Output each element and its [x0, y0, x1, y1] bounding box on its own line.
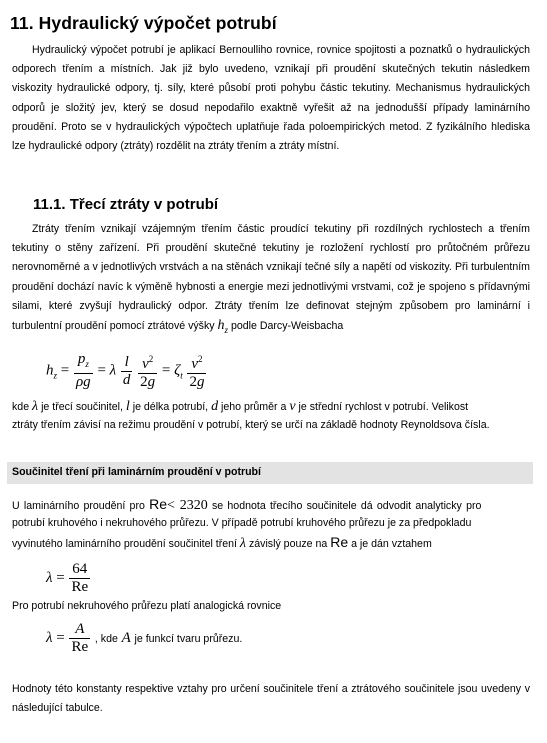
friction-text: Ztráty třením vznikají vzájemným třením částic proudící tekutiny při rozdílných rychlostech a třením tekutiny o stěny zařízení. Při proudění skutečné tekutiny je rozložení rychlostí pro průtočném průřezu nerovnoměrné a v jednotlivých vrstvách a na stěnách vznikají tečné síly a napětí od viskozity. Při turbulentním proudění dochází navíc k výměně hybnosti a energie mezi jednotlivými vrstvami, což je spojeno s přídavnými silami, které zvyšují hydraulický odpor. Ztráty třením lze definovat stejným způsobem pro laminární i turbulentní proudění pomocí ztrátové výšky — [12, 223, 530, 333]
symbols-line: kde λ je třecí součinitel, l je délka potrubí, d jeho průměr a v je střední rychlost v potrubí. Velikost — [12, 399, 469, 414]
laminar-line-1: U laminárního proudění pro Re< 2320 se hodnota třecího součinitele dá odvodit analyticky pro — [12, 496, 482, 513]
reynolds-line: ztráty třením závisí na režimu proudění v potrubí, který se určí na základě hodnoty Reynoldsova čísla. — [12, 419, 490, 431]
lambda-symbol: λ — [32, 399, 39, 414]
laminar-section-band — [7, 462, 533, 484]
d-symbol: d — [211, 399, 219, 414]
laminar-line-3: vyvinutého laminárního proudění součinitel tření λ závislý pouze na Re a je dán vztahem — [12, 534, 432, 551]
intro-text: Hydraulický výpočet potrubí je aplikací Bernoulliho rovnice, rovnice spojitosti a poznatků o hydraulických odporech třením a místních. Jak již bylo uvedeno, vznikají při proudění skutečných tekutin následkem viskozity hydraulické odpory, tj. síly, které působí proti pohybu částic tekutiny. Mechanismus hydraulických odporů je složitý jev, který se dosud nepodařilo exaktně vyřešit až na jednodušší případy laminárního proudění. Proto se v hydraulických výpočtech uplatňuje řada poloempirických metod. Z fyzikálního hlediska lze hydraulické odpory (ztráty) rozdělit na ztráty třením a ztráty místní. — [12, 44, 530, 153]
friction-paragraph — [12, 220, 530, 340]
intro-paragraph — [12, 41, 530, 156]
chapter-heading: 11. Hydraulický výpočet potrubí — [10, 13, 277, 33]
laminar-section-title: Součinitel tření při laminárním proudění v potrubí — [12, 466, 261, 478]
laminar-line-2: potrubí kruhového i nekruhového průřezu. V případě potrubí kruhového průřezu je za předpokladu — [12, 517, 472, 529]
noncircular-line: Pro potrubí nekruhového průřezu platí analogická rovnice — [12, 600, 282, 612]
v-symbol: v — [289, 399, 296, 414]
l-symbol: l — [125, 399, 130, 414]
friction-tail: podle Darcy-Weisbacha — [231, 320, 344, 333]
darcy-weisbach-equation: $h_z$ = $\frac{p_z}{\rho g}$ = λ $\frac{l}{d}$ $\frac{v^2}{2g}$ = $\zeta_t$ $\frac{v^2}{2g}$ — [46, 351, 205, 390]
laminar-equation: λ = $\frac{64}{Re}$ — [46, 561, 89, 595]
closing-paragraph: Hodnoty této konstanty respektive vztahy pro určení součinitele tření a ztrátového součinitele jsou uvedeny v následující tabulce. — [12, 683, 530, 715]
section-heading: 11.1. Třecí ztráty v potrubí — [33, 196, 219, 213]
hz-symbol: $h_z$ — [217, 318, 229, 335]
noncircular-equation: λ = $\frac{A}{Re}$ , kde A je funkcí tvaru průřezu. — [46, 621, 243, 655]
